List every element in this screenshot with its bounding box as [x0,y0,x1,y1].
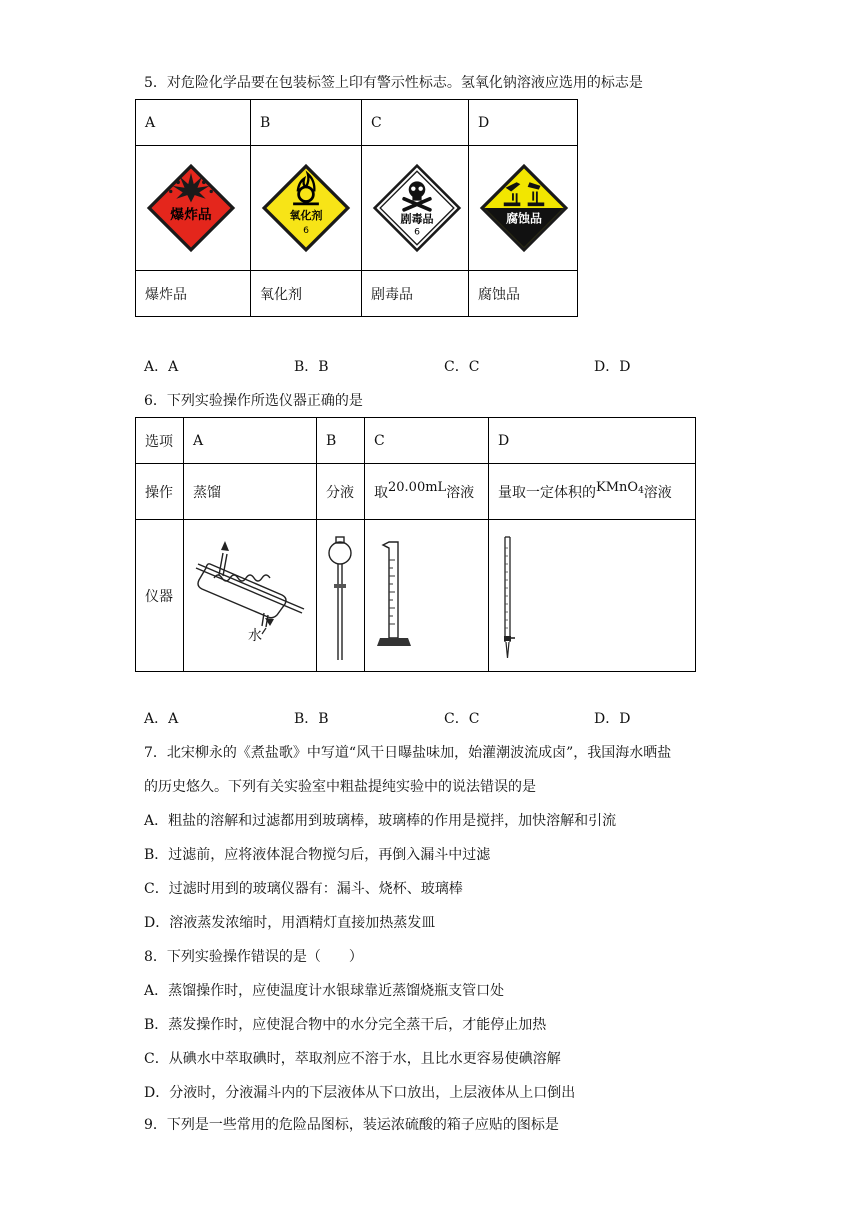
explosive-label: 爆炸品 [170,207,212,224]
q6-header-a: A [184,418,317,464]
toxic-hazard-icon [371,162,463,254]
q5-option-b[interactable]: B．B [294,359,329,375]
q6-header-d: D [489,418,696,464]
toxic-label: 剧毒品 [400,212,434,226]
q7-choice-d[interactable]: D．溶液蒸发浓缩时，用酒精灯直接加热蒸发皿 [144,915,436,931]
oxidizer-label: 氧化剂 [289,209,323,223]
q6-instrument-d [489,520,696,672]
q5-header-a: A [136,100,251,146]
q6-operation-d-formula [596,480,644,495]
q7-choice-a[interactable]: A．粗盐的溶解和过滤都用到玻璃棒，玻璃棒的作用是搅拌，加快溶解和引流 [144,813,617,829]
q5-header-d: D [469,100,578,146]
question-7-stem-line-1: 7．北宋柳永的《煮盐歌》中写道“风干日曝盐味加，始灌潮波流成卤”，我国海水晒盐 [144,745,672,761]
question-8-stem: 8．下列实验操作错误的是（ ） [144,949,363,965]
q6-operation-a: 蒸馏 [184,464,317,520]
q6-header-b: B [317,418,365,464]
q7-choice-b[interactable]: B．过滤前，应将液体混合物搅匀后，再倒入漏斗中过滤 [144,847,491,863]
separatory-funnel-icon [317,520,364,667]
q5-header-c: C [362,100,469,146]
q6-header-c: C [365,418,489,464]
q6-row-header-operation: 操作 [136,464,184,520]
question-7-stem-line-2: 的历史悠久。下列有关实验室中粗盐提纯实验中的说法错误的是 [144,779,536,795]
q5-symbol-cell-d [469,146,578,271]
q5-name-c: 剧毒品 [362,271,469,317]
q8-choice-b[interactable]: B．蒸发操作时，应使混合物中的水分完全蒸干后，才能停止加热 [144,1017,547,1033]
question-6-table [135,417,696,672]
question-6-options [144,709,664,729]
oxidizer-class-number: 6 [303,224,309,236]
q6-option-b[interactable]: B．B [294,711,329,727]
q5-symbol-cell-b [251,146,362,271]
q6-operation-d-suffix: 溶液 [643,484,672,501]
q8-choice-d[interactable]: D．分液时，分液漏斗内的下层液体从下口放出，上层液体从上口倒出 [144,1085,576,1101]
question-5-options [144,357,664,377]
question-5-stem: 5．对危险化学品要在包装标签上印有警示性标志。氢氧化钠溶液应选用的标志是 [144,75,643,91]
q6-row-header-instrument: 仪器 [136,520,184,672]
question-6-stem: 6．下列实验操作所选仪器正确的是 [144,393,363,409]
corrosive-label: 腐蚀品 [506,211,542,226]
q5-header-b: B [251,100,362,146]
q5-symbol-cell-c [362,146,469,271]
q6-instrument-b [317,520,365,672]
q6-operation-c [365,464,489,520]
q6-option-a[interactable]: A．A [144,711,179,727]
q5-name-a: 爆炸品 [136,271,251,317]
formula-main: KMnO [596,479,639,495]
q6-row-header-option: 选项 [136,418,184,464]
q6-operation-c-prefix: 取 [374,484,388,501]
q6-option-d[interactable]: D．D [594,711,631,727]
q5-option-d[interactable]: D．D [594,359,631,375]
q5-symbol-cell-a [136,146,251,271]
q5-option-c[interactable]: C．C [444,359,480,375]
q5-name-b: 氧化剂 [251,271,362,317]
q6-operation-c-volume: 20.00mL [388,479,447,495]
oxidizer-hazard-icon [260,162,352,254]
q6-operation-d [489,464,696,520]
q6-instrument-c [365,520,489,672]
q6-option-c[interactable]: C．C [444,711,480,727]
q6-operation-c-suffix: 溶液 [446,484,475,501]
burette-icon [489,520,695,667]
toxic-class-number: 6 [414,226,420,238]
q8-choice-c[interactable]: C．从碘水中萃取碘时，萃取剂应不溶于水，且比水更容易使碘溶解 [144,1051,561,1067]
q5-name-d: 腐蚀品 [469,271,578,317]
q5-option-a[interactable]: A．A [144,359,179,375]
corrosive-hazard-icon [478,162,570,254]
condenser-icon [184,520,316,667]
graduated-cylinder-icon [365,520,488,667]
q6-instrument-a [184,520,317,672]
q8-choice-a[interactable]: A．蒸馏操作时，应使温度计水银球靠近蒸馏烧瓶支管口处 [144,983,505,999]
q7-choice-c[interactable]: C．过滤时用到的玻璃仪器有：漏斗、烧杯、玻璃棒 [144,881,463,897]
explosive-hazard-icon [145,162,237,254]
q6-operation-d-prefix: 量取一定体积的 [498,484,596,501]
q6-operation-b: 分液 [317,464,365,520]
question-9-stem: 9．下列是一些常用的危险品图标，装运浓硫酸的箱子应贴的图标是 [144,1117,559,1133]
water-inlet-label: 水 [248,628,262,644]
question-5-table [135,99,578,317]
formula-subscript: 4 [638,485,644,496]
